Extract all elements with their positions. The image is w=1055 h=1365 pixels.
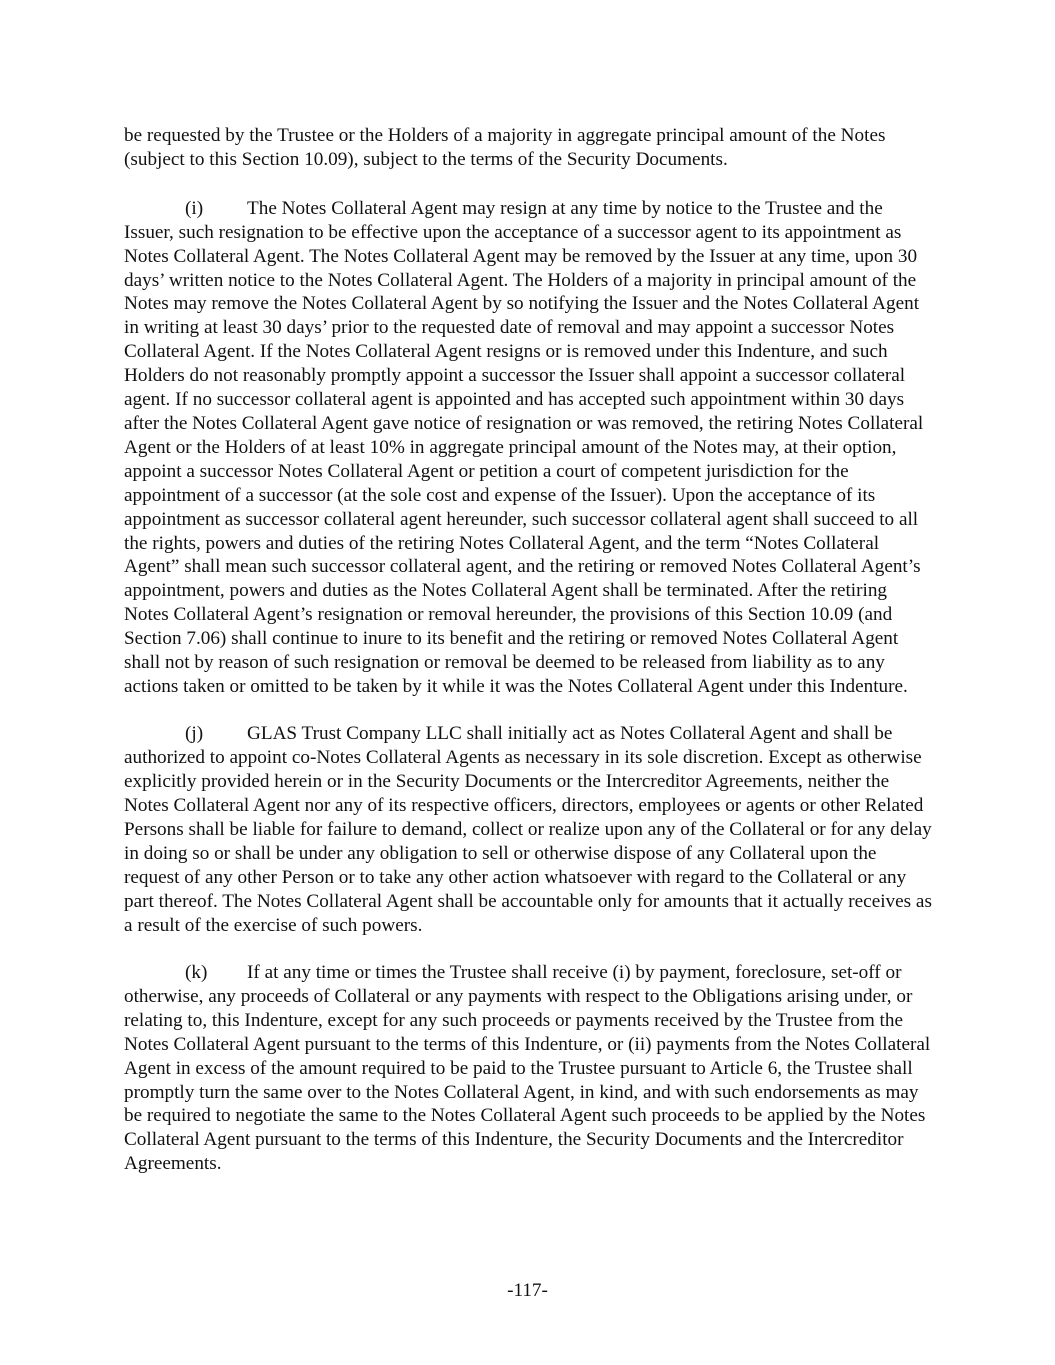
section-i-text: The Notes Collateral Agent may resign at any time by notice to the Trustee and the Issuer, such resignation to be effective upon the acceptance of a successor agent to its appointment as Notes Collateral Agent. The Notes Collateral Agent may be removed by the Issuer at any time, upon 30 days’ written notice to the Notes Collateral Agent. The Holders of a majority in principal amount of the Notes may remove the Notes Collateral Agent by so notifying the Issuer and the Notes Collateral Agent in writing at least 30 days’ prior to the requested date of removal and may appoint a successor Notes Collateral Agent. If the Notes Collateral Agent resigns or is removed under this Indenture, and such Holders do not reasonably promptly appoint a successor the Issuer shall appoint a successor collateral agent. If no successor collateral agent is appointed and has accepted such appointment within 30 days after the Notes Collateral Agent gave notice of resignation or was removed, the retiring Notes Collateral Agent or the Holders of at least 10% in aggregate principal amount of the Notes may, at their option, appoint a successor Notes Collateral Agent or petition a court of competent jurisdiction for the appointment of a successor (at the sole cost and expense of the Issuer). Upon the acceptance of its appointment as successor collateral agent hereunder, such successor collateral agent shall succeed to all the rights, powers and duties of the retiring Notes Collateral Agent, and the term “Notes Collateral Agent” shall mean such successor collateral agent, and the retiring or removed Notes Collateral Agent’s appointment, powers and duties as the Notes Collateral Agent shall be terminated. After the retiring Notes Collateral Agent’s resignation or removal hereunder, the provisions of this Section 10.09 (and Section 7.06) shall continue to inure to its benefit and the retiring or removed Notes Collateral Agent shall not by reason of such resignation or removal be deemed to be released from liability as to any actions taken or omitted to be taken by it while it was the Notes Collateral Agent under this Indenture. [124, 197, 924, 697]
continuation-paragraph: be requested by the Trustee or the Holders of a majority in aggregate principal amount of the Notes (subject to this Section 10.09), subject to the terms of the Security Documents. [124, 125, 886, 170]
section-k-text: If at any time or times the Trustee shall receive (i) by payment, foreclosure, set-off or otherwise, any proceeds of Collateral or any payments with respect to the Obligations arising under, or relating to, this Indenture, except for any such proceeds or payments received by the Trustee from the Notes Collateral Agent pursuant to the terms of this Indenture, or (ii) payments from the Notes Collateral Agent in excess of the amount required to be paid to the Trustee pursuant to Article 6, the Trustee shall promptly turn the same over to the Notes Collateral Agent, in kind, and with such endorsements as may be required to negotiate the same to the Notes Collateral Agent such proceeds to be applied by the Notes Collateral Agent pursuant to the terms of this Indenture, the Security Documents and the Intercreditor Agreements. [124, 962, 931, 1175]
section-j-paragraph [124, 722, 932, 937]
section-j-text: GLAS Trust Company LLC shall initially act as Notes Collateral Agent and shall be authorized to appoint co-Notes Collateral Agents as necessary in its sole discretion. Except as otherwise explicitly provided herein or in the Security Documents or the Intercreditor Agreements, neither the Notes Collateral Agent nor any of its respective officers, directors, employees or agents or other Related Persons shall be liable for failure to demand, collect or realize upon any of the Collateral or for any delay in doing so or shall be under any obligation to sell or otherwise dispose of any Collateral upon the request of any other Person or to take any other action whatsoever with regard to the Collateral or any part thereof. The Notes Collateral Agent shall be accountable only for amounts that it actually receives as a result of the exercise of such powers. [124, 723, 932, 936]
section-k-paragraph [124, 961, 932, 1176]
section-k-label: (k) [185, 962, 208, 983]
section-i-paragraph [124, 197, 932, 699]
document-page [124, 124, 932, 1200]
section-i-label: (i) [185, 197, 204, 219]
section-j-label: (j) [185, 723, 204, 745]
page-number: -117- [507, 1280, 548, 1301]
